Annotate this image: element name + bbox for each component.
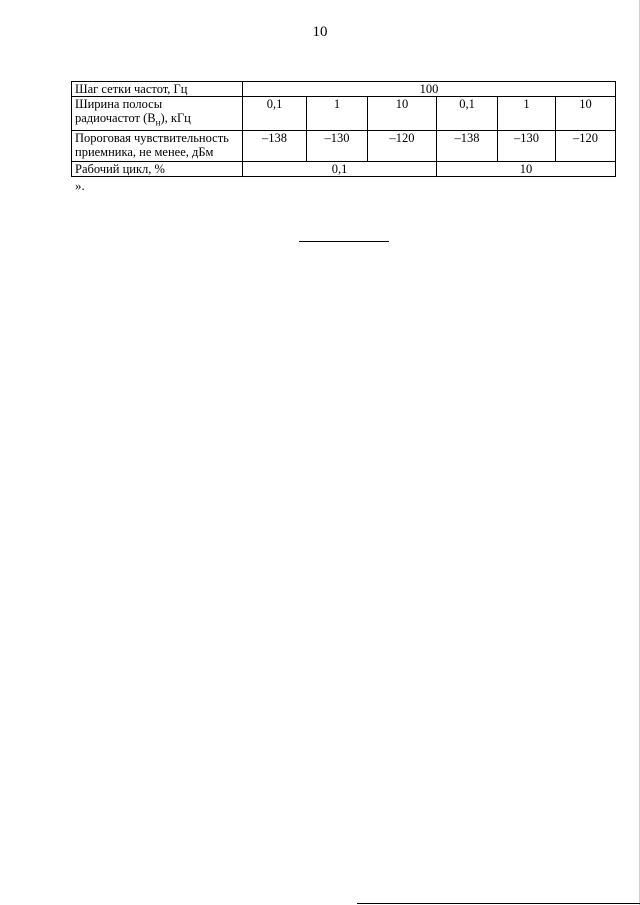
table-cell: –130 [498, 130, 556, 161]
table-cell: 10 [437, 161, 616, 176]
scan-edge [357, 903, 640, 904]
cell-frequency-step-value: 100 [243, 82, 616, 97]
table-cell: 1 [498, 97, 556, 131]
table-cell: –120 [556, 130, 616, 161]
specification-table [71, 81, 616, 177]
table-row-frequency-step [72, 82, 616, 97]
page-number: 10 [312, 24, 328, 40]
table-cell: 0,1 [243, 161, 437, 176]
table-cell: 0,1 [437, 97, 498, 131]
row-label-duty-cycle: Рабочий цикл, % [72, 161, 243, 176]
table-cell: 1 [307, 97, 368, 131]
closing-quote-mark: ». [75, 178, 85, 193]
table-row-duty-cycle [72, 161, 616, 176]
row-label-bandwidth: Ширина полосы радиочастот $(B_н)$, кГц [72, 97, 243, 131]
table-row-sensitivity [72, 130, 616, 161]
table-cell: 0,1 [243, 97, 307, 131]
table-cell: 10 [368, 97, 437, 131]
table-cell: –138 [437, 130, 498, 161]
table-cell: –120 [368, 130, 437, 161]
table-row-bandwidth [72, 97, 616, 131]
table-cell: –130 [307, 130, 368, 161]
row-label-sensitivity: Пороговая чувствительность приемника, не менее, дБм [72, 130, 243, 161]
row-label-frequency-step: Шаг сетки частот, Гц [72, 82, 243, 97]
table-cell: 10 [556, 97, 616, 131]
separator-line [299, 241, 389, 242]
table-cell: –138 [243, 130, 307, 161]
